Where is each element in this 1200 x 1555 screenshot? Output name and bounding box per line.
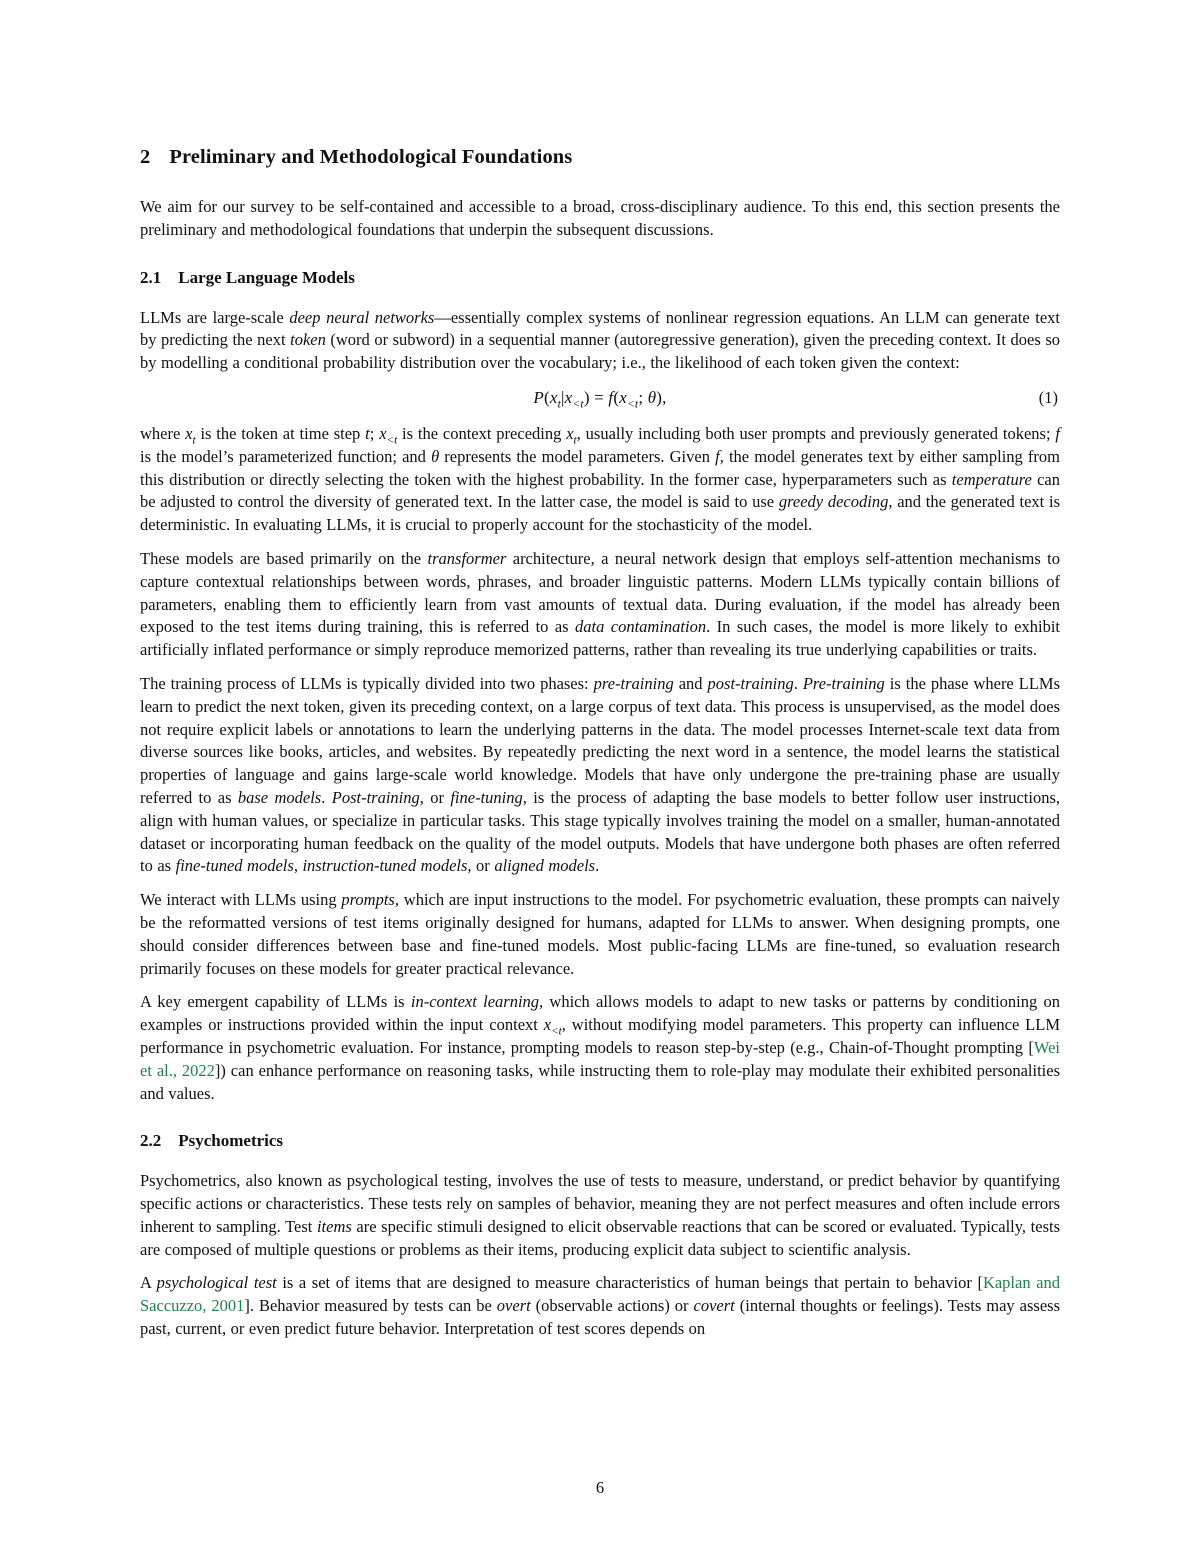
subsection-number: 2.2	[140, 1131, 162, 1151]
paragraph-notation: where $x_t$ is the token at time step t; $x_{<t}$ is the context preceding $x_t$, usually including both user prompts and previously generated tokens; f is the model’s parameterized function; and θ represents the model parameters. Given f, the model generates text by either sampling from this distribution or directly selecting the token with the highest probability. In the former case, hyperparameters such as temperature can be adjusted to control the diversity of generated text. In the latter case, the model is said to use greedy decoding, and the generated text is deterministic. In evaluating LLMs, it is crucial to properly account for the stochasticity of the model.	[140, 423, 1061, 535]
subsection-title: Psychometrics	[178, 1131, 284, 1151]
paragraph-llm-definition: LLMs are large-scale deep neural networks—essentially complex systems of nonlinear regression equations. An LLM can generate text by predicting the next token (word or subword) in a sequential manner (autoregressive generation), given the preceding context. It does so by modelling a conditional probability distribution over the vocabulary; i.e., the likelihood of each token given the context:	[140, 307, 1061, 373]
citation-link[interactable]: Wei et al., 2022	[140, 1037, 1060, 1080]
page-footer	[0, 1478, 1200, 1498]
paragraph-in-context-learning: A key emergent capability of LLMs is in-context learning, which allows models to adapt to new tasks or patterns by conditioning on examples or instructions provided within the input context $x_{<t}$, without modifying model parameters. This property can influence LLM performance in psychometric evaluation. For instance, prompting models to reason step-by-step (e.g., Chain-of-Thought prompting [Wei et al., 2022]) can enhance performance on reasoning tasks, while instructing them to role-play may modulate their exhibited personalities and values.	[140, 992, 1061, 1103]
equation-number: (1)	[1038, 387, 1058, 407]
subsection-heading-2-1	[140, 268, 1060, 288]
paragraph-transformer: These models are based primarily on the transformer architecture, a neural network design that employs self-attention mechanisms to capture contextual relationships between words, phrases, and broader linguistic patterns. Modern LLMs typically contain billions of parameters, enabling them to efficiently learn from vast amounts of textual data. During evaluation, if the model has already been exposed to the test items during training, this is referred to as data contamination. In such cases, the model is more likely to exhibit artificially inflated performance or simply reproduce memorized patterns, rather than revealing its true underlying capabilities or traits.	[140, 548, 1060, 660]
citation-link[interactable]: Kaplan and Saccuzzo, 2001	[140, 1273, 1060, 1316]
paragraph-psychological-test: A psychological test is a set of items that are designed to measure characteristics of human beings that pertain to behavior [Kaplan and Saccuzzo, 2001]. Behavior measured by tests can be overt (observable actions) or covert (internal thoughts or feelings). Tests may assess past, current, or even predict future behavior. Interpretation of test scores depends on	[140, 1273, 1060, 1339]
equation-block	[140, 387, 1060, 411]
paragraph-intro: We aim for our survey to be self-contained and accessible to a broad, cross-disciplinary audience. To this end, this section presents the preliminary and methodological foundations that underpin the subsequent discussions.	[140, 197, 1060, 239]
section-title: Preliminary and Methodological Foundations	[169, 146, 573, 168]
subsection-heading-2-2	[140, 1131, 1060, 1151]
equation-formula: $P(x_t|x_{<t}) = f(x_{<t}$; θ),	[533, 387, 667, 411]
paragraph-prompts: We interact with LLMs using prompts, which are input instructions to the model. For psychometric evaluation, these prompts can naively be the reformatted versions of test items originally designed for humans, adapted for LLMs to answer. When designing prompts, one should consider differences between base and fine-tuned models. Most public-facing LLMs are fine-tuned, so evaluation research primarily focuses on these models for greater practical relevance.	[140, 890, 1060, 978]
section-heading-2	[140, 146, 1060, 169]
page-number: 6	[595, 1478, 605, 1497]
paragraph-psychometrics-intro: Psychometrics, also known as psychological testing, involves the use of tests to measure, understand, or predict behavior by quantifying specific actions or characteristics. These tests rely on samples of behavior, meaning they are not perfect measures and often include errors inherent to sampling. Test items are specific stimuli designed to elicit observable reactions that can be scored or evaluated. Typically, tests are composed of multiple questions or problems as their items, producing explicit data subject to scientific analysis.	[140, 1171, 1060, 1259]
paragraph-training-phases: The training process of LLMs is typically divided into two phases: pre-training and post-training. Pre-training is the phase where LLMs learn to predict the next token, given its preceding context, on a large corpus of text data. This process is unsupervised, as the model does not require explicit labels or annotations to learn the underlying patterns in the data. The model processes Internet-scale text data from diverse sources like books, articles, and websites. By repeatedly predicting the next word in a sentence, the model learns the statistical properties of language and gains large-scale world knowledge. Models that have only undergone the pre-training phase are usually referred to as base models. Post-training, or fine-tuning, is the process of adapting the base models to better follow user instructions, align with human values, or specialize in particular tasks. This stage typically involves training the model on a smaller, human-annotated dataset or incorporating human feedback on the quality of the model outputs. Models that have undergone both phases are often referred to as fine-tuned models, instruction-tuned models, or aligned models.	[140, 673, 1061, 876]
section-number: 2	[140, 146, 151, 168]
subsection-number: 2.1	[140, 267, 162, 287]
subsection-title: Large Language Models	[178, 267, 355, 287]
